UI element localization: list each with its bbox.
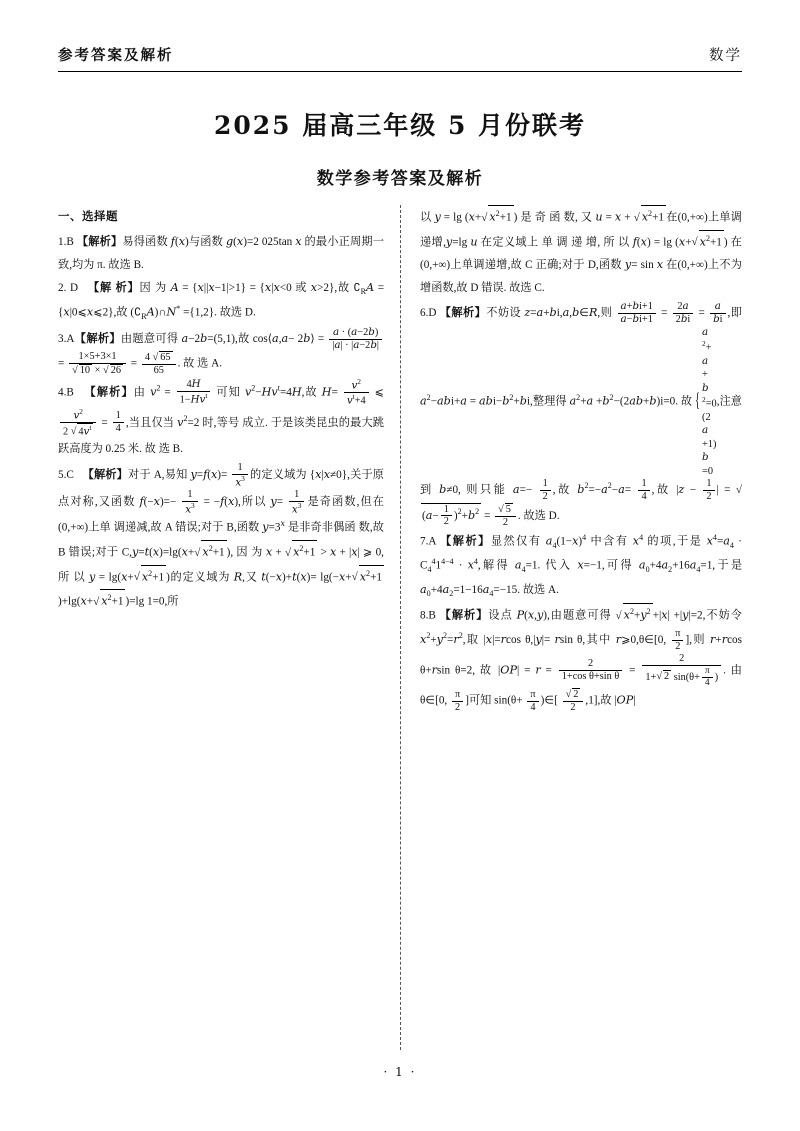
page-title: 2025 届高三年级 5 月份联考 [213,111,587,140]
page-header [58,44,742,69]
page-subtitle: 数学参考答案及解析 [316,169,484,189]
answer-item-6: 6.D 【解析】不妨设 z=a+bi,a,b∈R,则 $\frac{a+bi+1}{a-bi+1}$ = $\frac{2a}{2bi}$ = $\frac{a}{bi}$ ,即 $a^2-abi+a = abi-b^2+bi$,整理得 $a^2+a +b^2-(2ab+b)i=0$. 故 { a $^2$+ a + b $^2$=0 (2 a +1) b =0 ,注意到 b≠0, 则只能 a=− $\frac{1}{2}$ ,故 $b^2=-a^2-a=$ $\frac{1}{4}$ ,故 |z − $\frac{1}{2}$ | = √(a− $\frac{1}{2}$ )$^2+b^2$ = $\frac{√ 5}{2}$ . 故选 D. [420,301,742,528]
left-column [58,205,400,1050]
right-column [400,205,742,1050]
answer-item-5-continued: 以 y = lg (x+√ $x^2+1$ ) 是 奇 函 数, 又 u = x + √ $x^2+1$ 在(0,+∞)上单调递增,y=lg u 在定义域上 单 调 递 增, 所 以 f(x) = lg (x+√ $x^2+1$ ) 在 (0,+∞)上单调递增,故 C 正确;对于 D,函数 y= sin x 在(0,+∞)上不为增函数,故 D 错误. 故选 C. [420,205,742,300]
header-right-label: 数学 [709,48,742,64]
answer-item-3: 3.A【解析】由题意可得 a−2b=(5,1),故 cos⟨a,a− 2b⟩ = $\frac{a \cdot (a-2b)}{|a| \cdot |a-2b|}$ = $\frac{1\times 5+3\times 1}{√ 10 \times √ 26}$ = $\frac{4 √ 65}{65}$ . 故 选 A. [58,327,384,377]
header-rule [58,71,742,72]
answer-item-2: 2. D 【解 析】因 为 A = {x||x−1|>1} = {x|x<0 或 x>2},故 $∁_RA$ = {x|0⩽x⩽2},故 $(∁_RA)\cap N^* =\{1,2\}$. 故选 D. [58,281,384,322]
answer-item-1: 1.B 【解析】易得函数 f(x)与函数 g(x)=2 025tan x 的最小正周期一致,均为 π. 故选 B. [58,234,384,271]
header-left-label: 参考答案及解析 [58,48,174,64]
page-number: · 1 · [383,1065,417,1079]
column-divider [400,205,401,1050]
answer-item-7: 7.A 【解析】显然仅有 $a_4(1-x)^4$ 中含有 $x^4$ 的项,于是 $x^4=a_4 \cdot C_4^41^{4-4} \cdot x^4$,解得 $a_4=1$. 代入 x=−1,可得 $a_0+4a_2+16a_4=1$,于是 $a_0+4a_2=1-16a_4=-15$. 故选 A. [420,532,743,598]
answer-item-5: 5.C 【解析】对于 A,易知 y=f(x)= $\frac{1}{x^3}$ 的定义域为 {x|x≠0},关于原点对称,又函数 f(−x)=− $\frac{1}{x^3}$ = −f(x),所以 y= $\frac{1}{x^3}$ 是奇函数,但在(0,+∞)上单 调递减,故 A 错误;对于 B,函数 $y=3^x$ 是非奇非偶函 数,故 B 错误;对于 C,y=t(x)=lg(x+√ $x^2+1$ ), 因 为 x + √ $x^2+1 > x + |x|$ ⩾ 0, 所 以 y = lg(x+√ $x^2+1$ )的定义域为 R,又 t(−x)+t(x)= lg(−x+√ $x^2+1)+\lg(x+√$ $x^2+1$ )=lg 1=0,所 [58,462,384,614]
answer-item-8: 8.B 【解析】设点 P(x,y),由题意可得 √ $x^2+y^2 +|x| +|y|=2$,不妨令 $x^2+y^2=r^2$,取 |x|=rcos θ,|y|= rsin θ,其中 r⩾0,θ∈[0, $\frac{\pi}{2}$ ],则 r+rcos θ+rsin θ=2, 故 |OP| = r = $\frac{2}{\text{1+cos θ+sin θ}}$ = 2 1+√ 2 sin(θ+ $\frac{\pi}{4}$ ) . 由 θ∈[0, $\frac{\pi}{2}$ ]可知 sin(θ+ $\frac{\pi}{4}$ )∈[ $\frac{√ 2}{2}$ ,1],故 |OP| [420,603,742,714]
section-heading: 一、选择题 [58,209,118,223]
answer-item-4: 4.B 【解析】由 $v^2$ = $\frac{4H}{1-Hv^t}$ 可知 $v^2-Hv^t=4H$,故 H= $\frac{v^2}{v^t+4}$ ⩽ $\frac{v^2}{2 √ 4v^t}$ = $\frac{1}{4}$ ,当且仅当 $v^2=2$ 时,等号 成立. 于是该类昆虫的最大跳跃高度为 0.25 米. 故 选 B. [58,377,384,456]
content-columns [58,205,742,1050]
